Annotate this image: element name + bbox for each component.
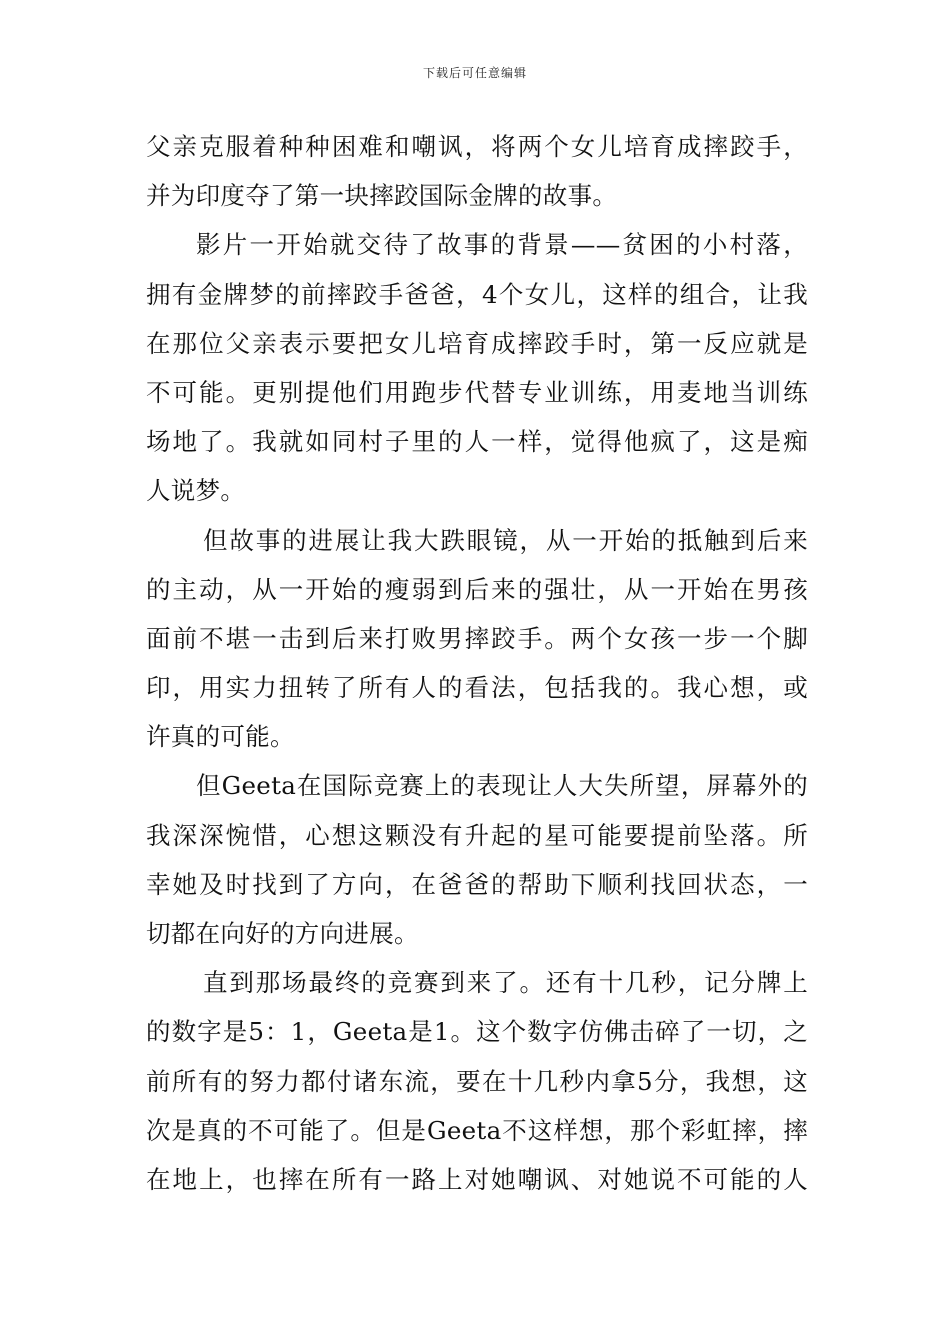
text-line: 人说梦。 <box>146 476 246 506</box>
text-line: 印，用实力扭转了所有人的看法，包括我的。我心想，或 <box>146 673 808 703</box>
document-body <box>146 122 808 1204</box>
text-line: 面前不堪一击到后来打败男摔跤手。两个女孩一步一个脚 <box>146 623 808 653</box>
text-line: 切都在向好的方向进展。 <box>146 919 419 948</box>
text-line: 拥有金牌梦的前摔跤手爸爸，4个女儿，这样的组合，让我 <box>146 279 808 309</box>
text-line: 场地了。我就如同村子里的人一样，觉得他疯了，这是痴 <box>146 427 808 457</box>
text-line: 在那位父亲表示要把女儿培育成摔跤手时，第一反应就是 <box>146 328 808 358</box>
text-line: 不可能。更别提他们用跑步代替专业训练，用麦地当训练 <box>146 377 808 407</box>
text-line: 我深深惋惜，心想这颗没有升起的星可能要提前坠落。所 <box>146 820 808 850</box>
text-line: 次是真的不可能了。但是Geeta不这样想，那个彩虹摔，摔 <box>146 1115 808 1145</box>
text-line: 前所有的努力都付诸东流，要在十几秒内拿5分，我想，这 <box>146 1066 808 1096</box>
paragraph-start-line: 但故事的进展让我大跌眼镜，从一开始的抵触到后来 <box>203 525 808 555</box>
text-line: 并为印度夺了第一块摔跤国际金牌的故事。 <box>146 181 618 211</box>
text-line: 在地上，也摔在所有一路上对她嘲讽、对她说不可能的人 <box>146 1164 808 1194</box>
paragraph-start-line: 直到那场最终的竞赛到来了。还有十几秒，记分牌上 <box>203 968 808 998</box>
text-line: 许真的可能。 <box>146 722 295 752</box>
paragraph-start-line: 但Geeta在国际竞赛上的表现让人大失所望，屏幕外的 <box>196 771 808 801</box>
paragraph-start-line: 影片一开始就交待了故事的背景——贫困的小村落， <box>196 230 808 260</box>
text-line: 幸她及时找到了方向，在爸爸的帮助下顺利找回状态，一 <box>146 869 808 899</box>
text-line: 的主动，从一开始的瘦弱到后来的强壮，从一开始在男孩 <box>146 574 808 604</box>
page-header-note: 下载后可任意编辑 <box>422 66 527 80</box>
text-line: 父亲克服着种种困难和嘲讽，将两个女儿培育成摔跤手， <box>146 132 808 161</box>
text-line: 的数字是5：1，Geeta是1。这个数字仿佛击碎了一切，之 <box>146 1017 808 1047</box>
